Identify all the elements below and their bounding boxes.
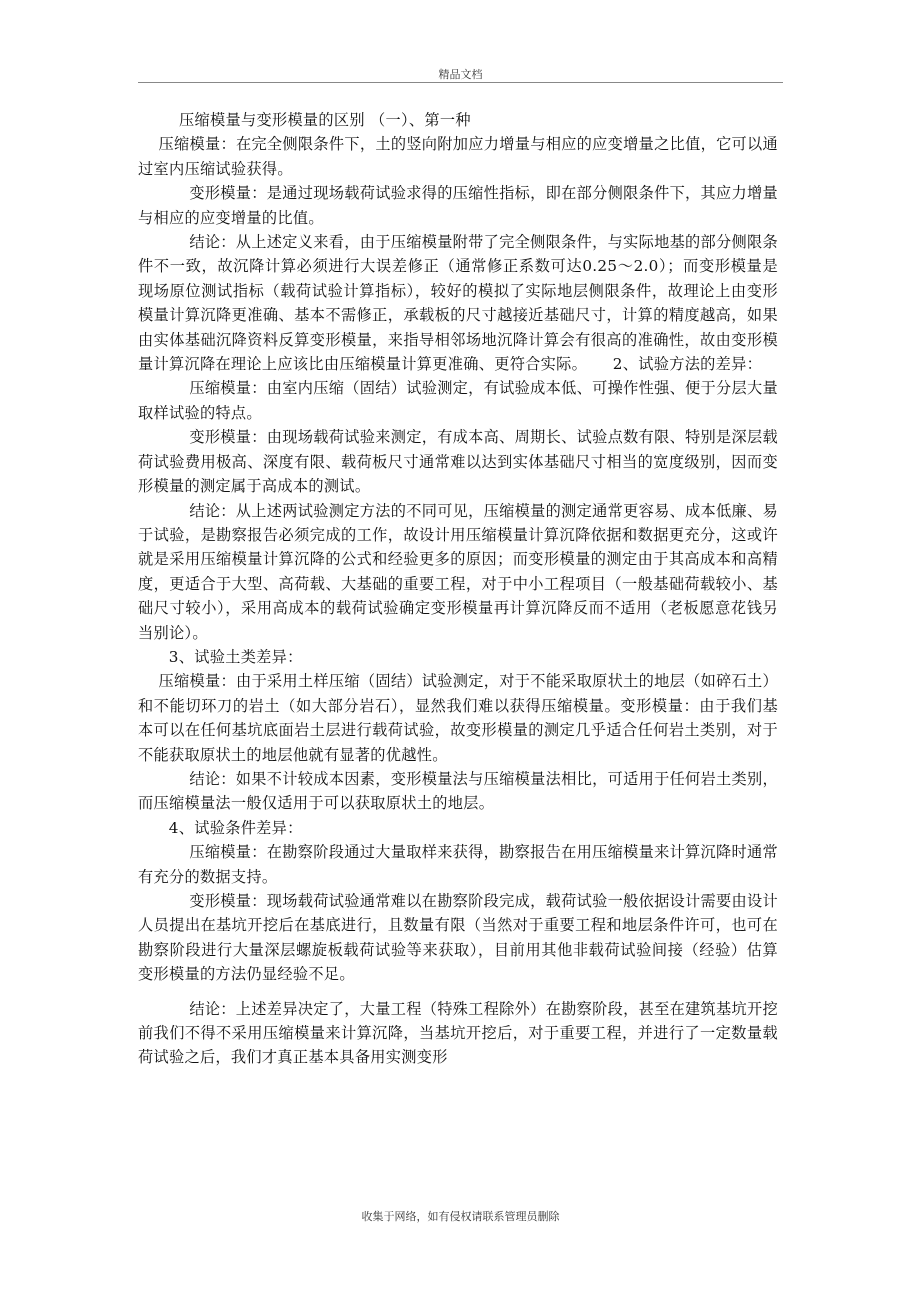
section-heading: 3、试验土类差异： <box>138 647 303 666</box>
paragraph: 变形模量：现场载荷试验通常难以在勘察阶段完成，载荷试验一般依据设计需要由设计人员提出在基坑开挖后在基底进行，且数量有限（当然对于重要工程和地层条件许可，也可在勘察阶段进行大量深层螺旋板载荷试验等来获取），目前用其他非载荷试验间接（经验）估算变形模量的方法仍显经验不足。 <box>138 892 779 984</box>
paragraph: 结论：从上述定义来看，由于压缩模量附带了完全侧限条件，与实际地基的部分侧限条件不一致，故沉降计算必须进行大误差修正（通常修正系数可达0.25～2.0）；而变形模量是现场原位测试指标（载荷试验计算指标），较好的模拟了实际地层侧限条件，故理论上由变形模量计算沉降更准确、基本不需修正，承载板的尺寸越接近基础尺寸，计算的精度越高，如果由实体基础沉降资料反算变形模量，来指导相邻场地沉降计算会有很高的准确性，故由变形模量计算沉降在理论上应该比由压缩模量计算更准确、更符合实际。 2、试验方法的差异： <box>138 233 779 374</box>
header-divider <box>138 82 783 83</box>
paragraph: 压缩模量：由室内压缩（固结）试验测定，有试验成本低、可操作性强、便于分层大量取样试验的特点。 <box>138 379 779 422</box>
paragraph: 压缩模量：在完全侧限条件下，土的竖向附加应力增量与相应的应变增量之比值，它可以通过室内压缩试验获得。 <box>138 135 779 178</box>
paragraph: 变形模量：是通过现场载荷试验求得的压缩性指标，即在部分侧限条件下，其应力增量与相应的应变增量的比值。 <box>138 184 779 227</box>
paragraph: 压缩模量：由于采用土样压缩（固结）试验测定，对于不能采取原状土的地层（如碎石土）和不能切环刀的岩土（如大部分岩石），显然我们难以获得压缩模量。变形模量：由于我们基本可以在任何基坑底面岩土层进行载荷试验，故变形模量的测定几乎适合任何岩土类别，对于不能获取原状土的地层他就有显著的优越性。 <box>138 672 779 764</box>
page-header: 精品文档 <box>438 68 483 81</box>
paragraph: 变形模量：由现场载荷试验来测定，有成本高、周期长、试验点数有限、特别是深层载荷试验费用极高、深度有限、载荷板尺寸通常难以达到实体基础尺寸相当的宽度级别，因而变形模量的测定属于高成本的测试。 <box>138 428 779 496</box>
page-footer: 收集于网络，如有侵权请联系管理员删除 <box>361 1210 560 1223</box>
paragraph: 压缩模量：在勘察阶段通过大量取样来获得，勘察报告在用压缩模量来计算沉降时通常有充分的数据支持。 <box>138 843 779 886</box>
document-body <box>138 108 778 1070</box>
title-paragraph: 压缩模量与变形模量的区别 （一）、第一种 <box>138 111 471 129</box>
paragraph: 结论：如果不计较成本因素，变形模量法与压缩模量法相比，可适用于任何岩土类别，而压缩模量法一般仅适用于可以获取原状土的地层。 <box>138 769 779 813</box>
paragraph: 结论：从上述两试验测定方法的不同可见，压缩模量的测定通常更容易、成本低廉、易于试验，是勘察报告必须完成的工作，故设计用压缩模量计算沉降依据和数据更充分，这或许就是采用压缩模量计算沉降的公式和经验更多的原因；而变形模量的测定由于其高成本和高精度，更适合于大型、高荷载、大基础的重要工程，对于中小工程项目（一般基础荷载较小、基础尺寸较小），采用高成本的载荷试验确定变形模量再计算沉降反而不适用（老板愿意花钱另当别论）。 <box>138 501 779 642</box>
section-heading: 4、试验条件差异： <box>138 818 303 837</box>
paragraph: 结论：上述差异决定了，大量工程（特殊工程除外）在勘察阶段，甚至在建筑基坑开挖前我们不得不采用压缩模量来计算沉降，当基坑开挖后，对于重要工程，并进行了一定数量载荷试验之后，我们才真正基本具备用实测变形 <box>138 999 779 1067</box>
